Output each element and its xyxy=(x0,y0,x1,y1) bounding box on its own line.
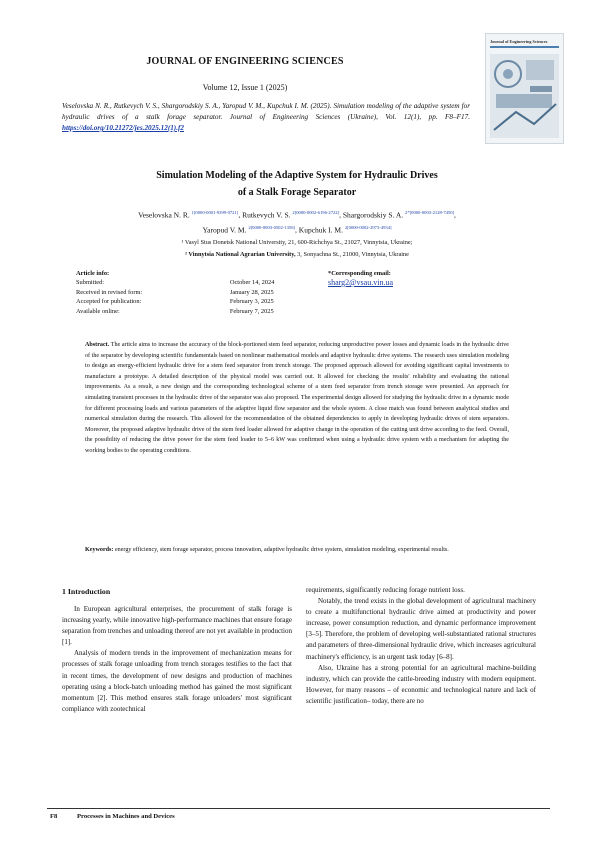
article-info-row: Received in revised form: January 28, 2025 xyxy=(76,288,274,296)
author-list: Veselovska N. R. $^{1[0000-0001-9399-0721]}$, Rutkevych V. S. $^{2[0000-0002-6196-2722]}$, Shargorodskiy S. A. $^{2*[0000-0003-2128-7450]}$, Yaropud V. M. $^{2[0000-0003-0502-1356]}$, Kupchuk I. M. $^{2[0000-0002-2973-4934]}$ xyxy=(138,210,456,234)
author-name: Kupchuk I. M. xyxy=(298,225,343,234)
orcid-link[interactable]: 2[0000-0002-6196-2722] xyxy=(292,210,340,215)
abstract-label: Abstract. xyxy=(85,342,110,348)
affiliation-1: ¹ Vasyl Stus Donetsk National University, 21, 600-Richchya St., 21027, Vinnytsia, Ukraine; xyxy=(181,239,413,246)
keywords xyxy=(85,545,509,555)
orcid-link[interactable]: 2[0000-0002-2973-4934] xyxy=(344,224,392,230)
footer-section-name: Processes in Machines and Devices xyxy=(76,813,175,820)
article-info-row: Accepted for publication: February 3, 2025 xyxy=(76,298,274,306)
corresponding-email-heading: *Corresponding email: xyxy=(328,270,391,277)
citation-block xyxy=(62,101,470,134)
author-name: Shargorodskiy S. A. xyxy=(342,210,404,220)
orcid-link[interactable]: 2[0000-0003-0502-1356] xyxy=(248,224,296,230)
paragraph: requirements, significantly reducing forage nutrient loss. xyxy=(306,586,465,594)
body-column-right xyxy=(306,585,536,707)
journal-cover-image xyxy=(485,33,564,144)
doi-link[interactable]: https://doi.org/10.21272/jes.2025.12(1).f2 xyxy=(62,124,184,132)
footer-rule xyxy=(47,808,550,809)
affiliation-2: ² Vinnytsia National Agrarian University, 3, Sonyachna St., 21000, Vinnytsia, Ukraine xyxy=(185,251,409,258)
affiliations xyxy=(62,237,532,261)
abstract-text: The article aims to increase the accuracy of the block-portioned stem feed separator, reducing unproductive power losses and dynamic loads in the hydraulic drive of the separator by developing scientific fundamentals based on nonlinear mathematical models and adaptive hydraulic drive systems. The research uses simulation modeling to design an energy-efficient hydraulic drive for a stem feed separator from trench storage. The proposed approach allowed for avoiding significant capital investments to manufacture a prototype. A detailed description of the physical model was carried out. It allowed for checking the results' reliability and evaluating the rational improvements. As a result, a new design and the corresponding technological scheme of a stem feed separator from trench storage were presented. An approach for simulating transient processes in the hydraulic drive of the separator was also proposed. The experimental design allowed for studying the hydraulic drive in a dynamic mode for different processing loads and various parameters of the adaptive liquid flow separator and the whole system. A close match was found between analytical studies and numerical simulation during the research. This allowed for the recommendation of the obtained dependencies to apply in developing hydraulic drives of stem separators. Moreover, the proposed adaptive hydraulic drive of the stem feed loader allowed for adaptive change in the operation of the cutting unit drive according to the feed. Overall, the possibility of reducing the drive power for the stem feed loader to 5–6 kW was confirmed when using a hydraulic drive system with a mechanism for adapting the working bodies to the operating conditions. xyxy=(85,342,509,454)
citation-text: Veselovska N. R., Rutkevych V. S., Shargorodskiy S. A., Yaropud V. M., Kupchuk I. M. (2025). Simulation modeling of the adaptive system for hydraulic drives of a stalk forage separator. Journal of Engineering Sciences (Ukraine), Vol. 12(1), pp. F8–F17. xyxy=(62,102,470,121)
author-name: Rutkevych V. S. xyxy=(242,210,291,220)
corresponding-email-block xyxy=(328,270,393,287)
corresponding-email-link[interactable]: sharg2@vsau.vin.ua xyxy=(328,278,393,287)
article-info-row: Submitted: October 14, 2024 xyxy=(76,279,275,286)
orcid-link[interactable]: 2*[0000-0003-2128-7450] xyxy=(405,210,455,215)
keywords-label: Keywords: xyxy=(85,547,114,553)
body-column-left xyxy=(62,604,292,715)
section-heading-introduction: 1 Introduction xyxy=(62,587,111,596)
paper-title xyxy=(62,167,532,201)
journal-volume: Volume 12, Issue 1 (2025) xyxy=(202,83,288,92)
article-info-row: Available online: February 7, 2025 xyxy=(76,307,274,315)
paragraph: Analysis of modern trends in the improvement of mechanization means for processes of stalk forage unloading from trench storages testifies to the fact that in recent times, the development of new designs and production of machines operating using a block-batch unloading method has gained the most significant momentum [2]. This method ensures stalk forage unloaders' most significant compliance with zootechnical xyxy=(62,649,292,713)
paragraph: Notably, the trend exists in the global development of agricultural machinery to create a multifunctional hydraulic drive aimed at productivity and power increase, power consumption reduction, and dynamic performance improvement [3–5]. Therefore, the problem of developing well-substantiated rational structures and parameters of three-dimensional hydraulic drive, which increases agricultural machinery's efficiency, is an urgent task today [6–8]. xyxy=(306,597,536,661)
paper-title-line-1: Simulation Modeling of the Adaptive System for Hydraulic Drives xyxy=(156,170,438,181)
page-footer xyxy=(50,813,175,820)
page-number: F8 xyxy=(50,813,58,820)
author-name: Veselovska N. R. xyxy=(138,210,190,220)
cover-artwork xyxy=(486,34,563,143)
article-info xyxy=(76,270,326,316)
keywords-text: energy efficiency, stem forage separator, process innovation, adaptive hydraulic drive system, simulation modeling, experimental results. xyxy=(114,547,449,553)
cover-title: Journal of Engineering Sciences xyxy=(490,39,548,44)
orcid-link[interactable]: 1[0000-0001-9399-0721] xyxy=(191,210,239,215)
paragraph: Also, Ukraine has a strong potential for an agricultural machine-building industry, which can provide the cattle-breeding industry with modern equipment. However, for many reasons – of economic and technological nature and lack of scientific justification– today, there are no xyxy=(306,663,536,705)
paper-title-line-2: of a Stalk Forage Separator xyxy=(237,187,357,198)
article-info-heading: Article info: xyxy=(76,270,110,277)
paragraph: In European agricultural enterprises, the procurement of stalk forage is increasing yearly, while innovative high-performance machines that ensure forage separation from trenches and unloading thereof are not yet available in production [1]. xyxy=(62,605,292,647)
abstract xyxy=(85,340,509,457)
author-name: Yaropud V. M. xyxy=(202,225,247,234)
journal-title: JOURNAL OF ENGINEERING SCIENCES xyxy=(146,56,344,67)
